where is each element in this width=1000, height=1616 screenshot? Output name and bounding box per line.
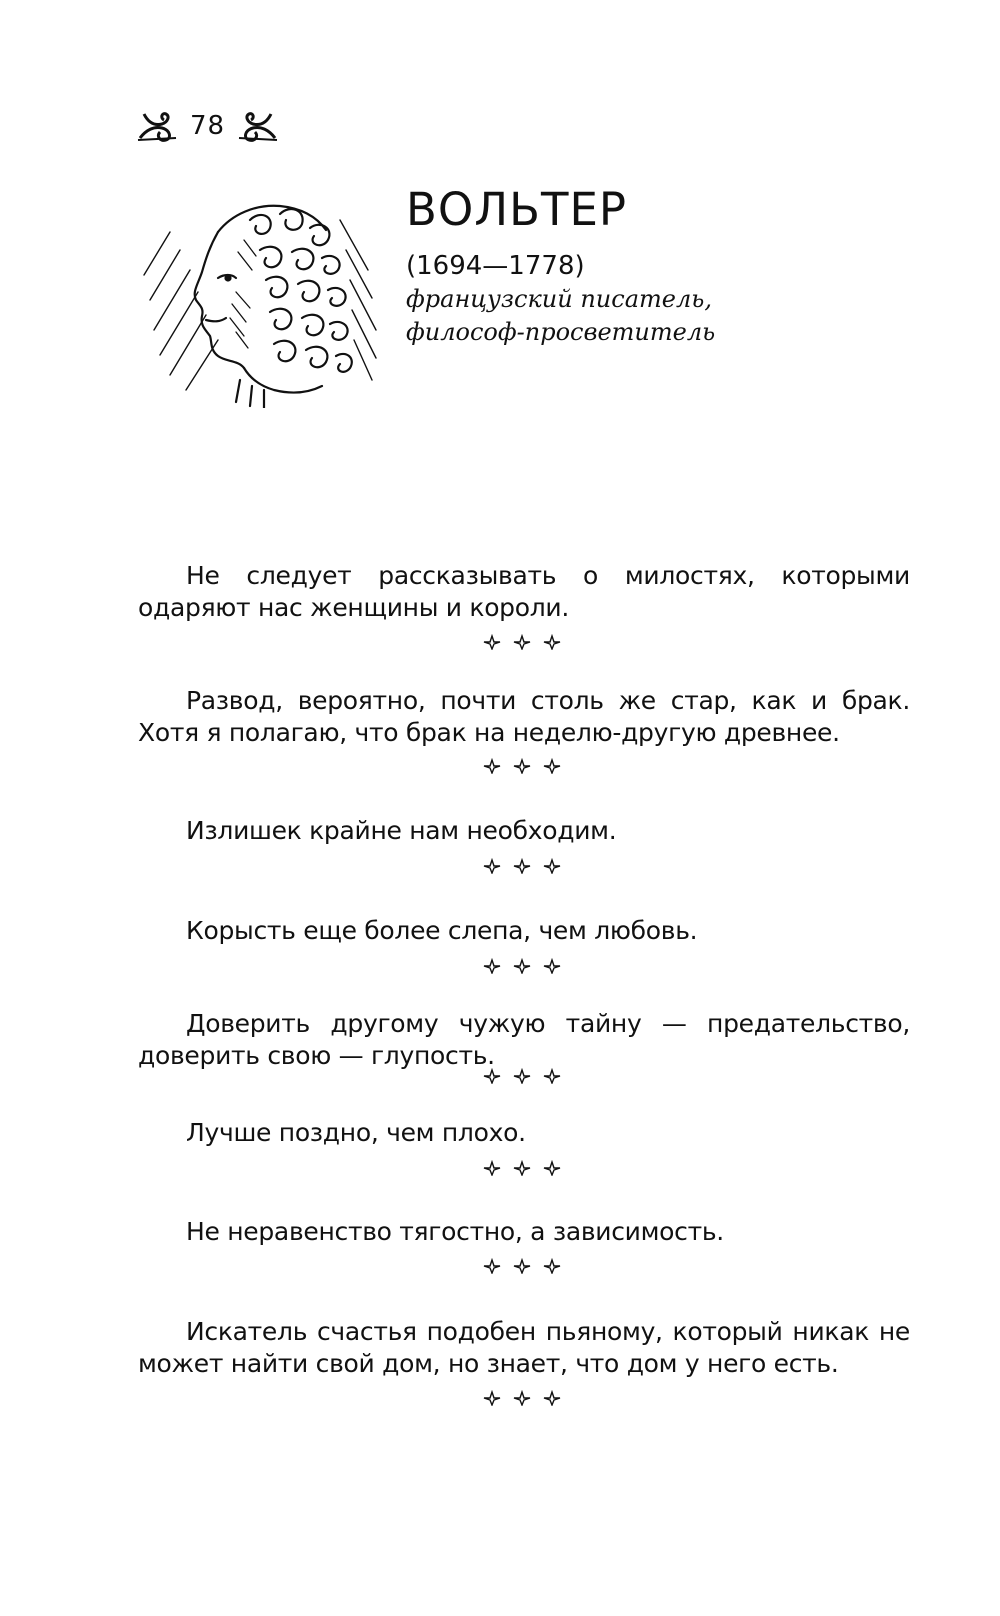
quote-6: Лучше поздно, чем плохо.	[186, 1118, 526, 1147]
three-stars-divider-icon	[482, 758, 562, 774]
quote-8: Искатель счастья подобен пьяному, который никак не может найти свой дом, но знает, что дом у него есть.	[138, 1317, 910, 1378]
quote-2: Развод, вероятно, почти столь же стар, как и брак. Хотя я полагаю, что брак на неделю-другую древнее.	[138, 686, 910, 747]
three-stars-divider-icon	[482, 1258, 562, 1274]
three-stars-divider-icon	[482, 858, 562, 874]
author-description	[406, 283, 715, 349]
left-scroll-ornament-icon	[136, 108, 180, 144]
three-stars-divider-icon	[482, 1068, 562, 1084]
quote-7: Не неравенство тягостно, а зависимость.	[186, 1217, 724, 1246]
quote-3: Излишек крайне нам необходим.	[186, 816, 617, 845]
page-header	[136, 104, 279, 148]
right-scroll-ornament-icon	[235, 108, 279, 144]
engraved-portrait-icon	[140, 180, 380, 408]
three-stars-divider-icon	[482, 1160, 562, 1176]
three-stars-divider-icon	[482, 958, 562, 974]
author-description-line1: французский писатель,	[406, 285, 712, 313]
author-years: (1694—1778)	[406, 251, 585, 281]
page-number: 78	[190, 111, 226, 141]
three-stars-divider-icon	[482, 1390, 562, 1406]
quote-4: Корысть еще более слепа, чем любовь.	[186, 916, 698, 945]
three-stars-divider-icon	[482, 634, 562, 650]
author-name: ВОЛЬТЕР	[406, 183, 628, 236]
quote-5: Доверить другому чужую тайну — предательство, доверить свою — глупость.	[138, 1009, 910, 1070]
author-description-line2: философ-просветитель	[406, 318, 716, 346]
quote-1: Не следует рассказывать о милостях, которыми одаряют нас женщины и короли.	[138, 561, 910, 622]
